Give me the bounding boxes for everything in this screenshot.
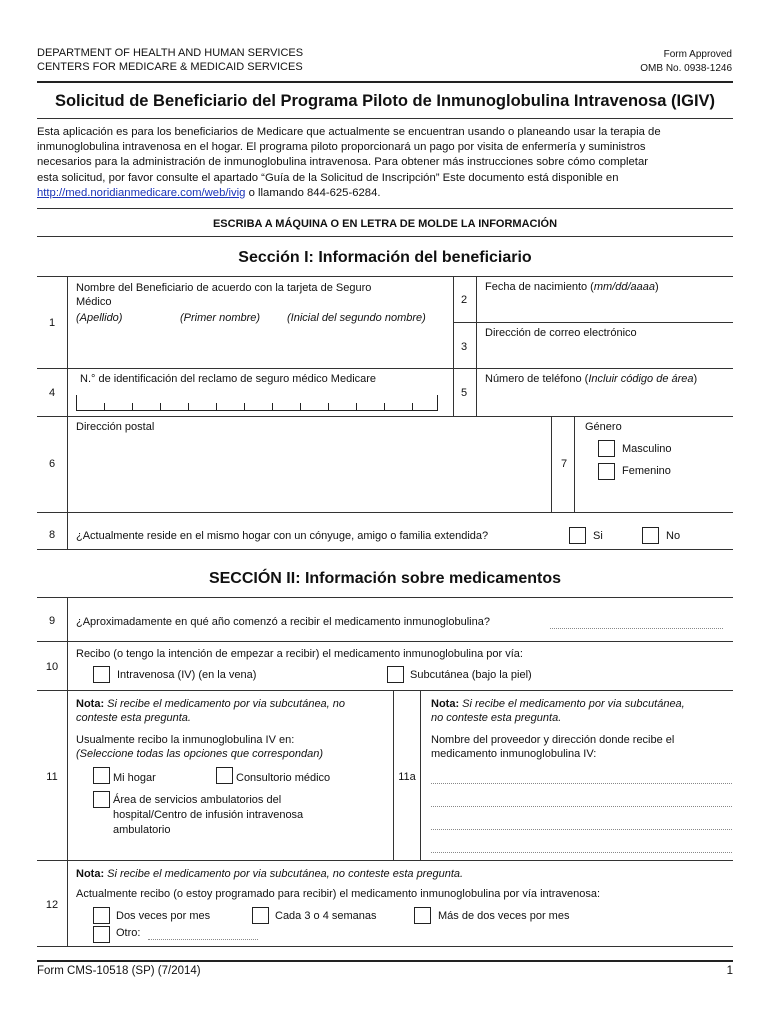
first-name-sublabel: (Primer nombre) [180, 312, 261, 324]
email-field[interactable] [480, 342, 730, 366]
row11-note: Nota: Si recibe el medicamento por via subcutánea, no [76, 698, 346, 710]
row12-note: Nota: Si recibe el medicamento por via subcutánea, no conteste esta pregunta. [76, 868, 464, 880]
intro-phone: o llamando 844-625-6284. [245, 186, 381, 199]
beneficiary-name-field[interactable] [70, 330, 450, 366]
location-home-label: Mi hogar [113, 772, 156, 784]
provider-line-3[interactable] [431, 829, 732, 830]
intro-line: Esta aplicación es para los beneficiarios de Medicare que actualmente se encuentran usando o planeando usar la terapia de [37, 126, 661, 138]
provider-line-4[interactable] [431, 852, 732, 853]
cohabitation-no-label: No [666, 530, 681, 542]
row-number: 9 [48, 615, 56, 627]
location-office-label: Consultorio médico [236, 772, 331, 784]
agency-name: CENTERS FOR MEDICARE & MEDICAID SERVICES [37, 61, 303, 73]
row-number: 5 [460, 387, 468, 399]
birth-date-label: Fecha de nacimiento (mm/dd/aaaa) [485, 281, 659, 293]
omb-number: OMB No. 0938-1246 [640, 63, 732, 74]
form-id: Form CMS-10518 (SP) (7/2014) [37, 965, 201, 977]
location-question: Usualmente recibo la inmunoglobulina IV en: [76, 734, 295, 746]
intro-line: inmunoglobulina intravenosa en el hogar. El programa piloto proporcionará un pago por visita de enfermería y suministros [37, 141, 646, 154]
row-number: 11a [398, 771, 416, 783]
phone-field[interactable] [480, 388, 730, 412]
row-number: 2 [460, 294, 468, 306]
row10-bottom-rule [37, 690, 733, 691]
medicare-id-label: N.° de identificación del reclamo de seguro médico Medicare [80, 373, 377, 385]
intro-line: necesarios para la administración de inmunoglobulina intravenosa. Para obtener más instrucciones sobre cómo completar [37, 156, 648, 169]
row-number: 11 [46, 771, 58, 783]
beneficiary-name-label: Nombre del Beneficiario de acuerdo con la tarjeta de Seguro [76, 282, 372, 294]
ivig-link[interactable]: http://med.noridianmedicare.com/web/ivig [37, 186, 246, 199]
start-year-field[interactable] [550, 628, 723, 629]
route-iv-label: Intravenosa (IV) (en la vena) [117, 669, 257, 681]
last-name-sublabel: (Apellido) [76, 312, 123, 324]
mailing-address-label: Dirección postal [76, 421, 155, 433]
female-checkbox[interactable] [598, 463, 615, 480]
phone-label: Número de teléfono (Incluir código de área) [485, 373, 698, 385]
number-column-rule [67, 276, 68, 549]
row9-bottom-rule [37, 641, 733, 642]
row-number: 1 [48, 317, 56, 329]
section1-top-rule [37, 276, 733, 277]
provider-question-cont: medicamento inmunoglobulina IV: [431, 748, 597, 760]
provider-question: Nombre del proveedor y dirección donde recibe el [431, 734, 675, 746]
section2-number-column-rule [67, 597, 68, 946]
cohabitation-question: ¿Actualmente reside en el mismo hogar con un cónyuge, amigo o familia extendida? [76, 530, 489, 542]
gender-label: Género [585, 421, 622, 433]
row-number: 10 [45, 661, 59, 673]
mailing-address-field[interactable] [70, 436, 548, 510]
middle-initial-sublabel: (Inicial del segundo nombre) [287, 312, 426, 324]
row6-bottom-rule [37, 512, 733, 513]
provider-line-1[interactable] [431, 783, 732, 784]
route-iv-checkbox[interactable] [93, 666, 110, 683]
row11a-note: Nota: Si recibe el medicamento por via subcutánea, [431, 698, 685, 710]
frequency-other-field[interactable] [148, 939, 258, 940]
row-number: 8 [48, 529, 56, 541]
route-sub-label: Subcutánea (bajo la piel) [410, 669, 532, 681]
frequency-other-checkbox[interactable] [93, 926, 110, 943]
row11-note-cont: conteste esta pregunta. [76, 712, 191, 724]
frequency-other-label: Otro: [116, 927, 141, 939]
cohabitation-yes-checkbox[interactable] [569, 527, 586, 544]
row4-bottom-rule [37, 416, 733, 417]
section2-top-rule [37, 597, 733, 598]
instruction-banner: ESCRIBA A MÁQUINA O EN LETRA DE MOLDE LA INFORMACIÓN [212, 218, 558, 230]
header-rule [37, 81, 733, 83]
instruction-rule [37, 236, 733, 237]
row11-bottom-rule [37, 860, 733, 861]
email-label: Dirección de correo electrónico [485, 327, 637, 339]
location-hospital-checkbox[interactable] [93, 791, 110, 808]
frequency-twice-label: Dos veces por mes [116, 910, 211, 922]
frequency-34-label: Cada 3 o 4 semanas [275, 910, 377, 922]
row2-bottom-rule [453, 322, 733, 323]
section1-bottom-rule [37, 549, 733, 550]
location-hospital-label-end: ambulatorio [113, 824, 171, 836]
intro-line: esta solicitud, por favor consulte el apartado “Guía de la Solicitud de Inscripción” Este documento está disponible en [37, 171, 619, 184]
beneficiary-name-label-cont: Médico [76, 296, 112, 308]
form-approved: Form Approved [663, 49, 732, 60]
page-number: 1 [726, 965, 733, 977]
start-year-question: ¿Aproximadamente en qué año comenzó a recibir el medicamento inmunoglobulina? [76, 616, 490, 628]
row-number: 6 [48, 458, 56, 470]
location-hospital-label-cont: hospital/Centro de infusión intravenosa [113, 809, 304, 821]
cohabitation-no-checkbox[interactable] [642, 527, 659, 544]
row-number: 3 [460, 341, 468, 353]
location-instruction: (Seleccione todas las opciones que correspondan) [76, 748, 324, 760]
page-title: Solicitud de Beneficiario del Programa Piloto de Inmunoglobulina Intravenosa (IGIV) [54, 92, 716, 110]
footer-rule [37, 960, 733, 962]
row-number: 12 [45, 899, 59, 911]
frequency-more-checkbox[interactable] [414, 907, 431, 924]
intro-rule [37, 208, 733, 209]
row-number: 7 [560, 458, 568, 470]
cohabitation-yes-label: Si [593, 530, 603, 542]
row1-bottom-rule [37, 368, 733, 369]
frequency-34-checkbox[interactable] [252, 907, 269, 924]
location-hospital-label: Área de servicios ambulatorios del [113, 794, 282, 806]
location-home-checkbox[interactable] [93, 767, 110, 784]
route-question: Recibo (o tengo la intención de empezar a recibir) el medicamento inmunoglobulina por vía: [76, 648, 523, 660]
female-label: Femenino [622, 465, 671, 477]
department-name: DEPARTMENT OF HEALTH AND HUMAN SERVICES [37, 47, 304, 59]
provider-line-2[interactable] [431, 806, 732, 807]
row11a-note-cont: no conteste esta pregunta. [431, 712, 562, 724]
male-label: Masculino [622, 443, 672, 455]
location-office-checkbox[interactable] [216, 767, 233, 784]
title-rule [37, 118, 733, 119]
section2-bottom-rule [37, 946, 733, 947]
male-checkbox[interactable] [598, 440, 615, 457]
section1-title: Sección I: Información del beneficiario [238, 249, 532, 266]
section2-title: SECCIÓN II: Información sobre medicamentos [208, 570, 562, 587]
frequency-twice-checkbox[interactable] [93, 907, 110, 924]
birth-date-field[interactable] [480, 296, 730, 320]
frequency-question: Actualmente recibo (o estoy programado para recibir) el medicamento inmunoglobulina por vía intravenosa: [76, 888, 600, 900]
medicare-id-field[interactable] [76, 395, 438, 411]
frequency-more-label: Más de dos veces por mes [438, 910, 570, 922]
row-number: 4 [48, 387, 56, 399]
route-sub-checkbox[interactable] [387, 666, 404, 683]
intro-paragraph [37, 125, 737, 201]
